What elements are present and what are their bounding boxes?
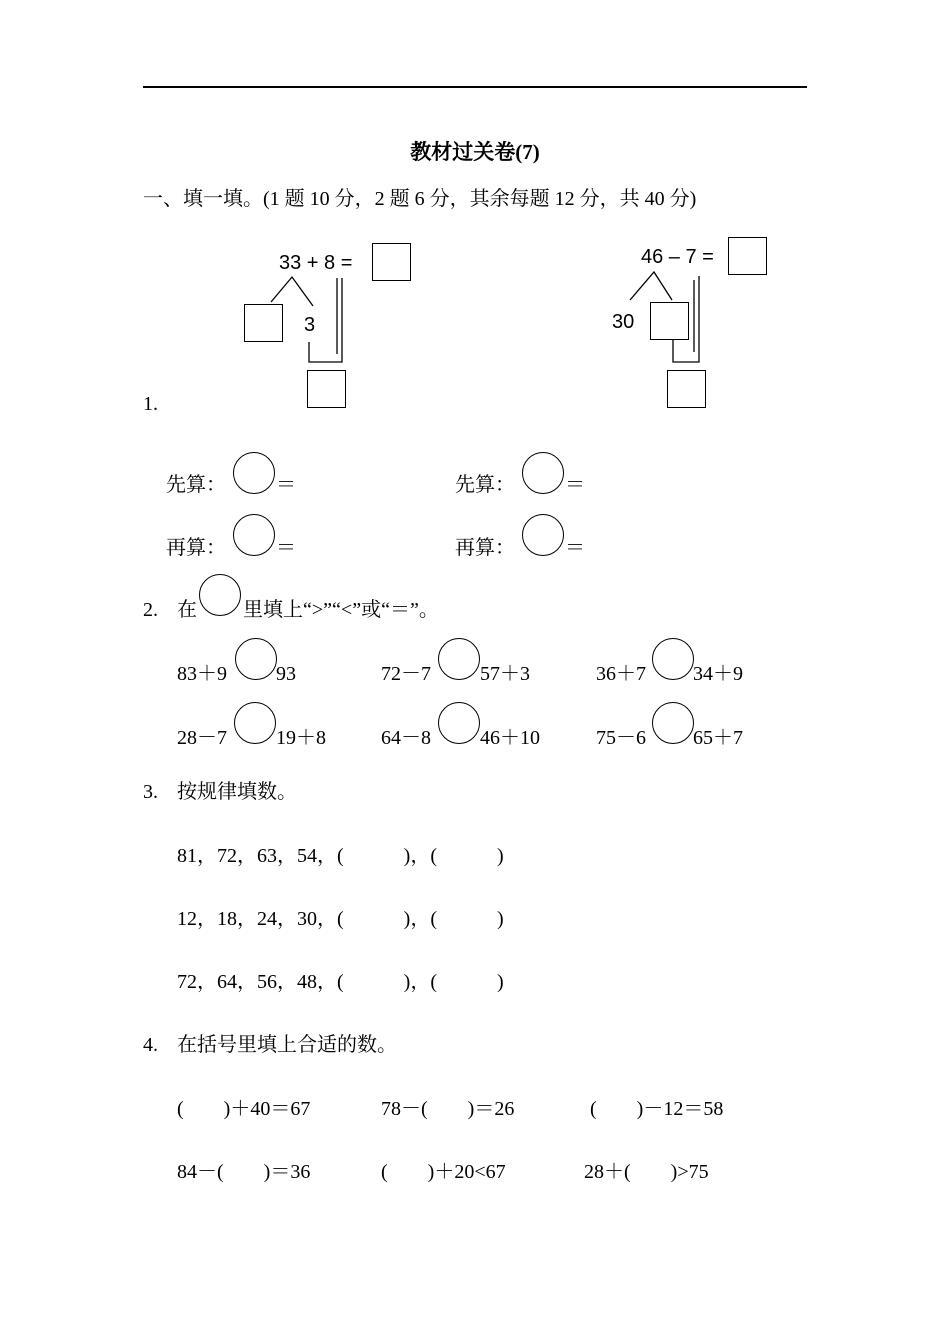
q2-item-2-right: 57＋3 xyxy=(480,663,530,685)
q3-prompt: 按规律填数。 xyxy=(177,781,297,803)
q1-left-expression: 33 + 8 = xyxy=(279,252,353,274)
q2-prompt-after: 里填上“>”“<”或“＝”。 xyxy=(243,599,439,621)
q1-left-split-value: 3 xyxy=(304,314,316,336)
q2-prompt-before: 在 xyxy=(177,599,197,621)
q2-item-4-circle[interactable] xyxy=(234,702,276,744)
q2-item-6-right: 65＋7 xyxy=(693,727,743,749)
q1-right-step2-equals: ＝ xyxy=(565,537,585,559)
q4-prompt: 在括号里填上合适的数。 xyxy=(177,1034,397,1056)
q2-item-1-circle[interactable] xyxy=(235,638,277,680)
q2-item-5-right: 46＋10 xyxy=(480,727,540,749)
q1-left-step2-equals: ＝ xyxy=(276,537,296,559)
q1-number: 1. xyxy=(143,393,158,415)
q1-right-step2-circle[interactable] xyxy=(522,514,564,556)
q2-item-6-circle[interactable] xyxy=(652,702,694,744)
q1-right-step1-equals: ＝ xyxy=(565,474,585,496)
q2-item-4-left: 28－7 xyxy=(177,727,227,749)
page-title: 教材过关卷(7) xyxy=(410,140,540,164)
q2-number: 2. xyxy=(143,599,158,621)
q1-right-step1-label: 先算： xyxy=(455,474,515,496)
q4-number: 4. xyxy=(143,1034,158,1056)
q1-right-step2-label: 再算： xyxy=(455,537,515,559)
q2-item-6-left: 75－6 xyxy=(596,727,646,749)
q1-right-split-value: 30 xyxy=(612,311,635,333)
q1-left-step2-circle[interactable] xyxy=(233,514,275,556)
q1-left-step1-label: 先算： xyxy=(166,474,226,496)
q2-prompt-circle xyxy=(199,574,241,616)
q3-number: 3. xyxy=(143,781,158,803)
q1-left-step1-circle[interactable] xyxy=(233,452,275,494)
q4-row1-item-1: ( )＋40＝67 xyxy=(177,1098,311,1120)
q2-item-1-left: 83＋9 xyxy=(177,663,227,685)
q2-item-3-left: 36＋7 xyxy=(596,663,646,685)
q2-item-5-left: 64－8 xyxy=(381,727,431,749)
q1-left-step2-label: 再算： xyxy=(166,537,226,559)
q4-row1-item-2: 78－( )＝26 xyxy=(381,1098,515,1120)
q4-row2-item-2: ( )＋20<67 xyxy=(381,1161,506,1183)
q4-row2-item-3: 28＋( )>75 xyxy=(584,1161,709,1183)
q1-right-expression: 46 – 7 = xyxy=(641,246,714,268)
q2-item-3-right: 34＋9 xyxy=(693,663,743,685)
q2-item-3-circle[interactable] xyxy=(652,638,694,680)
q3-sequence-3: 72，64，56，48，( )，( ) xyxy=(177,971,504,993)
q3-sequence-1: 81，72，63，54，( )，( ) xyxy=(177,845,504,867)
q2-item-4-right: 19＋8 xyxy=(276,727,326,749)
q2-item-2-circle[interactable] xyxy=(438,638,480,680)
q3-sequence-2: 12，18，24，30，( )，( ) xyxy=(177,908,504,930)
q2-item-1-right: 93 xyxy=(276,663,296,685)
q2-item-5-circle[interactable] xyxy=(438,702,480,744)
q1-left-step1-equals: ＝ xyxy=(276,474,296,496)
q4-row1-item-3: ( )－12＝58 xyxy=(590,1098,724,1120)
section-heading: 一、填一填。(1 题 10 分，2 题 6 分，其余每题 12 分，共 40 分) xyxy=(143,188,697,210)
q2-item-2-left: 72－7 xyxy=(381,663,431,685)
q4-row2-item-1: 84－( )＝36 xyxy=(177,1161,311,1183)
q1-right-step1-circle[interactable] xyxy=(522,452,564,494)
